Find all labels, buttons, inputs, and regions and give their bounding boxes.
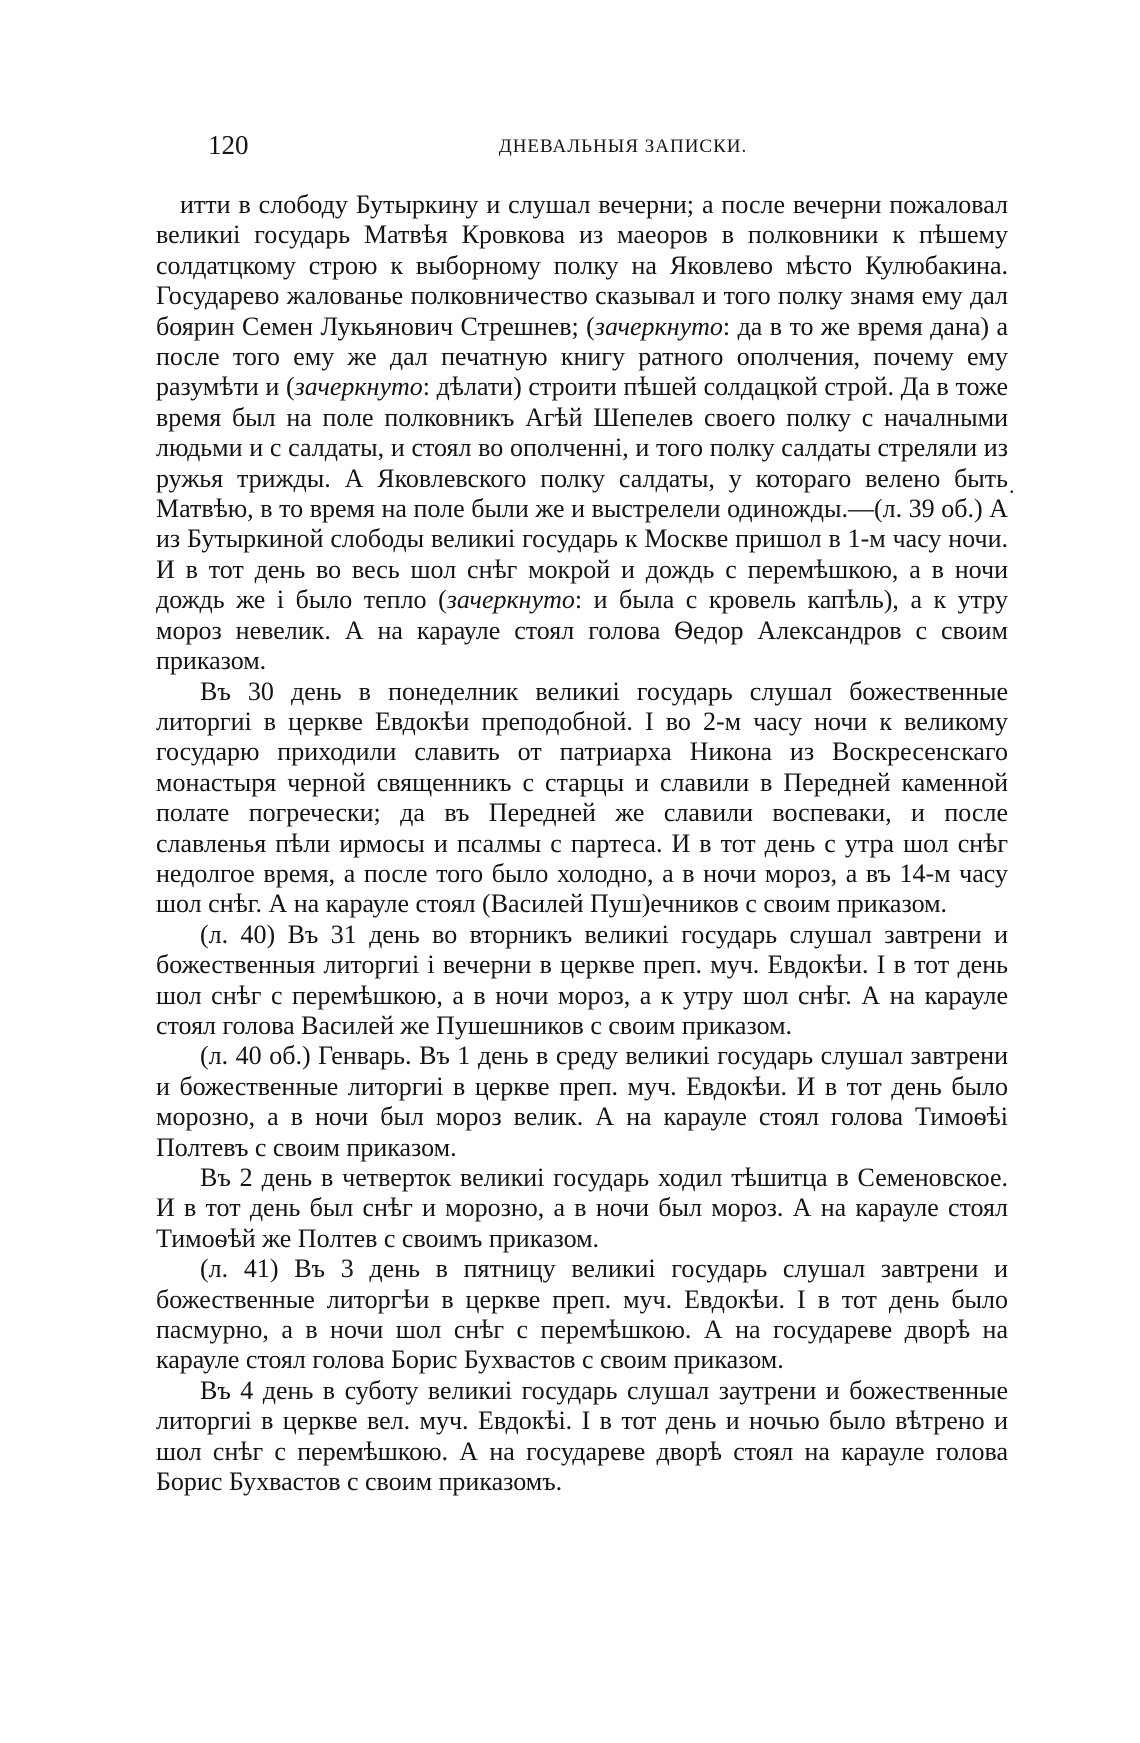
paragraph-january-2: Въ 2 день в четверток великиі государь ходил тѣшитца в Семеновское. И в тот день был снѣг и морозно, а в ночи был мороз. А на карауле стоял Тимоѳѣй же Полтев с своимъ приказом. xyxy=(156,1163,1008,1253)
paragraph-january-4: Въ 4 день в суботу великиі государь слушал заутрени и божественные литоргиі в церкве вел. муч. Евдокѣі. І в тот день и ночью было вѣтрено и шол снѣг с перемѣшкою. А на государеве дворѣ стоял на карауле голова Борис Бухвастов с своим приказомъ. xyxy=(156,1375,1008,1497)
text-segment: : да в то же время дана) а после того ему же дал печатную книгу ратного ополчения, почему ему разумѣти и ( xyxy=(156,311,1008,402)
page-number: 120 xyxy=(208,130,249,160)
text-segment: : и была с кровель капѣль), а к утру мороз невелик. А на карауле стоял голова Ѳедор Александров с своим приказом. xyxy=(156,585,1008,676)
paragraph-january-1: (л. 40 об.) Генварь. Въ 1 день в среду великиі государь слушал завтрени и божественные литоргиі в церкве преп. муч. Евдокѣи. И в тот день было морозно, а в ночи был мороз велик. А на карауле стоял голова Тимоѳѣі Полтевъ с своим приказом. xyxy=(156,1041,1008,1162)
page-header xyxy=(208,128,1008,162)
body-text xyxy=(156,190,1008,1497)
paragraph-day-30: Въ 30 день в понеделник великиі государь слушал божественные литоргиі в церкве Евдокѣи преподобной. І во 2-м часу ночи к великому государю приходили славить от патриарха Никона из Воскресенскаго монастыря черной священникъ с старцы и славили в Передней каменной полате погречески; да въ Передней же славили воспеваки, и после славленья пѣли ирмосы и псалмы с партеса. И в тот день с утра шол снѣг недолгое время, а после того было холодно, а в ночи мороз, а въ 14-м часу шол снѣг. А на карауле стоял (Василей Пуш)ечников с своим приказом. xyxy=(156,676,1008,919)
margin-mark: . xyxy=(1009,473,1015,498)
editorial-note: зачеркнуто xyxy=(446,585,575,615)
text-segment: итти в слободу Бутыркину и слушал вечерни; а после вечерни пожаловал великиі государь Матвѣя Кровкова из маеоров в полковники к пѣшему солдатцкому строю к выборному полку на Яковлево мѣсто Кулюбакина. Государево жалованье полковничество сказывал и того полку знамя ему дал боярин Семен Лукьянович Стрешнев; ( xyxy=(156,190,1008,341)
editorial-note: зачеркнуто xyxy=(294,372,423,402)
paragraph-january-3: (л. 41) Въ 3 день в пятницу великиі государь слушал завтрени и божественные литоргѣи в церкве преп. муч. Евдокѣи. І в тот день было пасмурно, а в ночи шол снѣг с перемѣшкою. А на государеве дворѣ на карауле стоял голова Борис Бухвастов с своим приказом. xyxy=(156,1254,1008,1375)
text-segment: : дѣлати) строити пѣшей солдацкой строй. Да в тоже время был на поле полковникъ Агѣй Шепелев своего полку с началными людьми и с салдаты, и стоял во ополченні, и того полку салдаты стреляли из ружья трижды. А Яковлевского полку салдаты, у котораго велено быть Матвѣю, в то время на поле были же и выстрелели одиножды.—(л. 39 об.) А из Бутыркиной слободы великиі государь к Москве пришол в 1-м часу ночи. И в тот день во весь шол снѣг мокрой и дождь с перемѣшкою, а в ночи дождь же і было тепло ( xyxy=(156,372,1009,615)
editorial-note: зачеркнуто xyxy=(594,311,723,341)
running-title: ДНЕВАЛЬНЫЯ ЗАПИСКИ. xyxy=(498,136,748,157)
paragraph-continuation xyxy=(156,190,1008,677)
paragraph-day-31: (л. 40) Въ 31 день во вторникъ великиі государь слушал завтрени и божественныя литоргиі і вечерни в церкве преп. муч. Евдокѣи. І в тот день шол снѣг с перемѣшкою, а в ночи мороз, а к утру шол снѣг. А на карауле стоял голова Василей же Пушешников с своим приказом. xyxy=(156,919,1008,1040)
